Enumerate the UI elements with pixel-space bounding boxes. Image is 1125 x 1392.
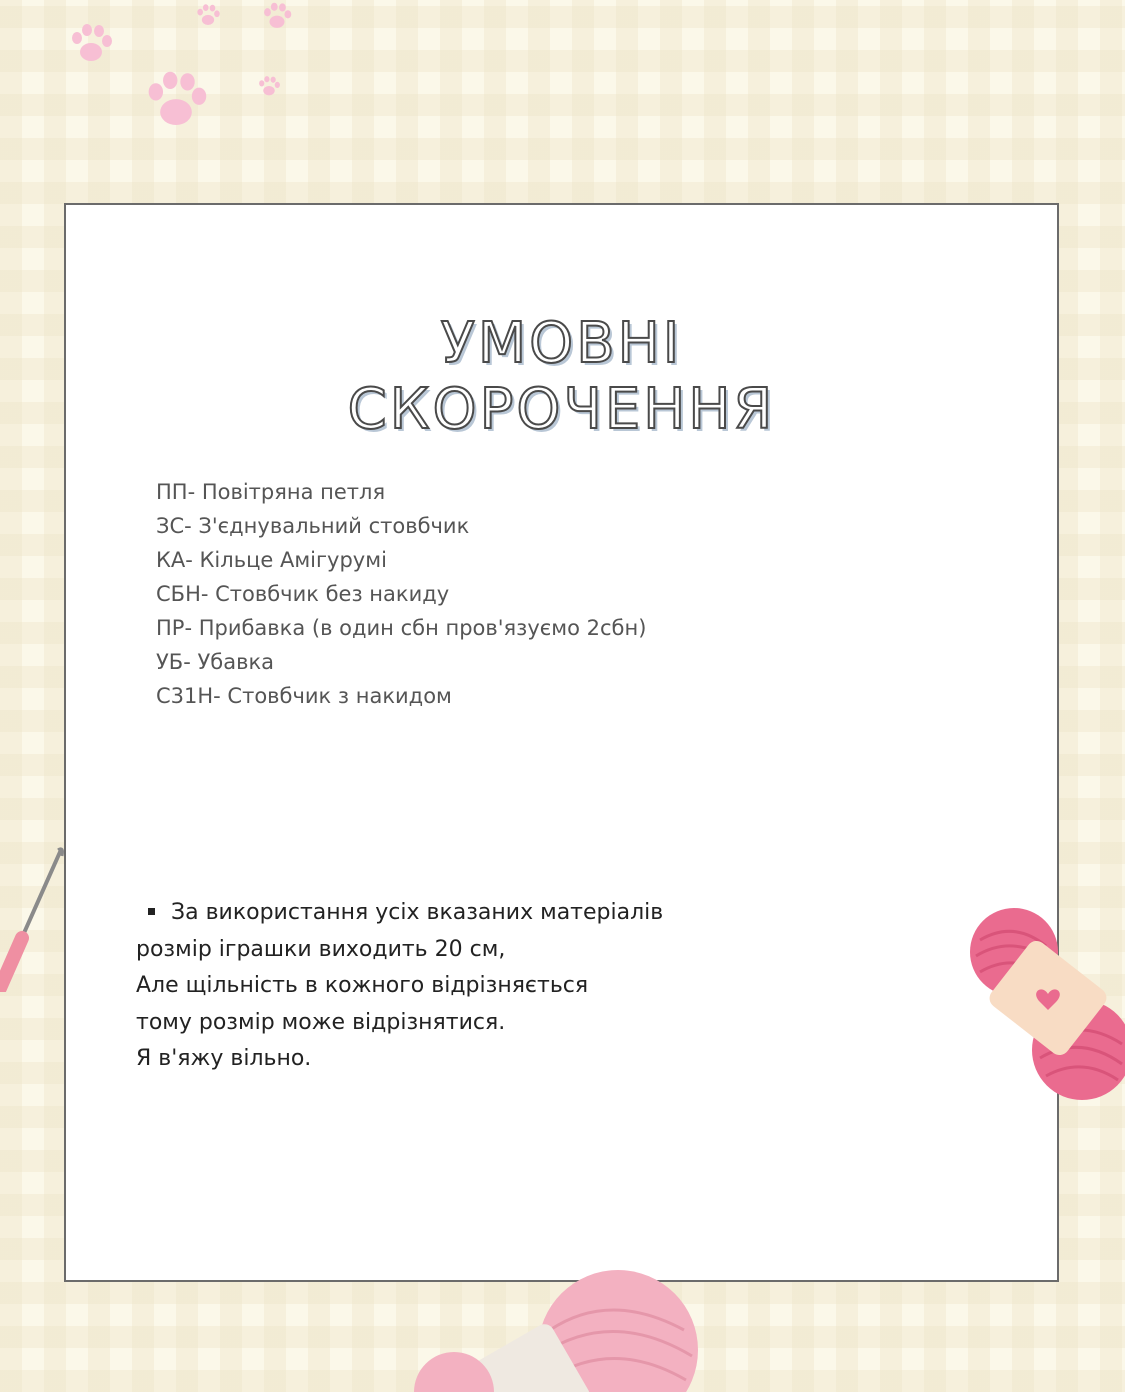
note-line-2: розмір іграшки виходить 20 см, — [136, 936, 506, 962]
paw-print-icon — [140, 66, 212, 138]
paw-print-icon — [256, 74, 282, 100]
list-item: СБН- Стовбчик без накиду — [156, 582, 450, 606]
note-line-3: Але щільність в кожного відрізняється — [136, 973, 589, 998]
list-item: ПП- Повітряна петля — [156, 480, 386, 504]
list-item: УБ- Убавка — [156, 650, 275, 674]
page-title-line-2: СКОРОЧЕННЯ — [347, 377, 776, 442]
list-item: ЗС- З'єднувальний стовбчик — [156, 514, 470, 538]
content-card — [64, 203, 1059, 1282]
abbreviation-list — [156, 475, 646, 713]
note-line-1 — [136, 895, 663, 932]
paw-print-icon — [257, 0, 297, 34]
list-item: ПР- Прибавка (в один сбн пров'язуємо 2сбн) — [156, 616, 647, 640]
page-title — [66, 311, 1057, 443]
list-item: КА- Кільце Амігурумі — [156, 548, 387, 572]
paw-print-icon — [194, 2, 222, 30]
note-line-5: Я в'яжу вільно. — [136, 1046, 312, 1071]
crochet-hook-icon — [0, 842, 70, 992]
yarn-ball-icon — [966, 900, 1125, 1110]
bullet-icon — [148, 908, 155, 915]
paw-print-icon — [66, 20, 116, 70]
note-text: За використання усіх вказаних матеріалів — [171, 900, 664, 925]
size-note — [136, 895, 663, 1078]
page-title-line-1: УМОВНІ — [440, 311, 683, 376]
yarn-ball-icon — [410, 1270, 700, 1392]
note-line-4: тому розмір може відрізнятися. — [136, 1009, 506, 1035]
list-item: С31Н- Стовбчик з накидом — [156, 684, 452, 708]
